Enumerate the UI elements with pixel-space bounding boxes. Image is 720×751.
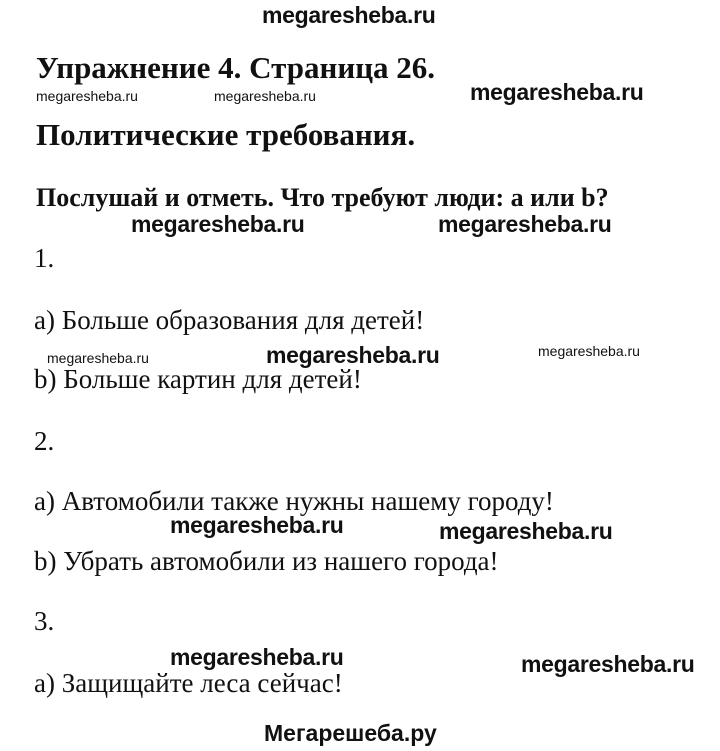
item-number: 3. xyxy=(34,606,55,636)
item-number: 1. xyxy=(34,243,55,273)
option-a: а) Автомобили также нужны нашему городу! xyxy=(34,486,554,516)
watermark: megaresheba.ru xyxy=(538,343,640,359)
option-b: b) Больше картин для детей! xyxy=(34,364,362,394)
watermark: megaresheba.ru xyxy=(266,342,440,368)
page-title: Упражнение 4. Страница 26. xyxy=(36,50,436,85)
watermark: megaresheba.ru xyxy=(170,644,344,670)
watermark: megaresheba.ru xyxy=(262,2,436,28)
option-a: а) Больше образования для детей! xyxy=(34,305,425,335)
watermark: megaresheba.ru xyxy=(438,211,612,237)
item-number: 2. xyxy=(34,426,55,456)
watermark: megaresheba.ru xyxy=(170,512,344,538)
watermark: megaresheba.ru xyxy=(131,211,305,237)
task-instruction: Послушай и отметь. Что требуют люди: a или b? xyxy=(36,183,609,212)
option-a: а) Защищайте леса сейчас! xyxy=(34,668,343,698)
watermark: megaresheba.ru xyxy=(47,350,149,366)
topic-heading: Политические требования. xyxy=(36,117,416,152)
footer-brand: Мегарешеба.ру xyxy=(264,720,437,746)
watermark: megaresheba.ru xyxy=(470,79,644,105)
watermark: megaresheba.ru xyxy=(214,88,316,104)
watermark: megaresheba.ru xyxy=(521,651,695,677)
watermark: megaresheba.ru xyxy=(36,88,138,104)
watermark: megaresheba.ru xyxy=(439,518,613,544)
option-b: b) Убрать автомобили из нашего города! xyxy=(34,546,499,576)
